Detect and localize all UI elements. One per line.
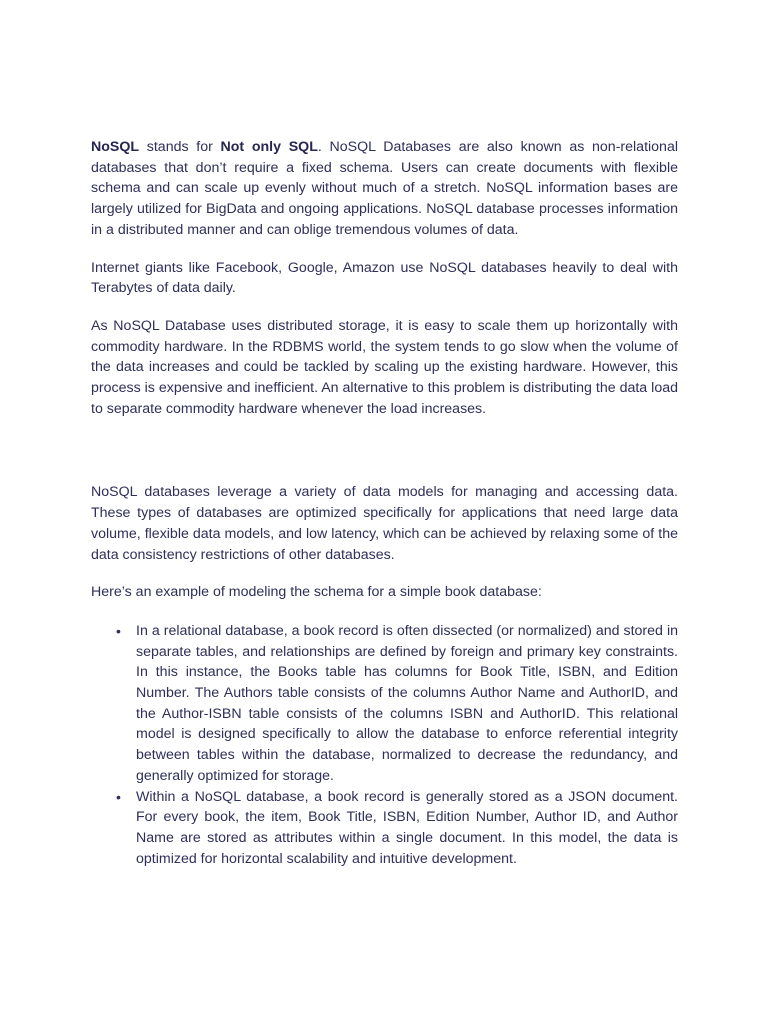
paragraph-example-intro: Here’s an example of modeling the schema for a simple book database: [91, 584, 542, 601]
list-item-text: In a relational database, a book record is often dissected (or normalized) and stored in separate tables, and relationships are defined by foreign and primary key constraints. In this instance, the Books table has columns for Book Title, ISBN, and Edition Number. The Authors table consists of the columns Author Name and AuthorID, and the Author-ISBN table consists of the columns ISBN and AuthorID. This relational model is designed specifically to allow the database to enforce referential integrity between tables within the database, normalized to decrease the redundancy, and generally optimized for storage. [136, 622, 678, 784]
list-item-text: Within a NoSQL database, a book record is generally stored as a JSON document. For every book, the item, Book Title, ISBN, Edition Number, Author ID, and Author Name are stored as attributes within a single document. In this model, the data is optimized for horizontal scalability and intuitive development. [136, 788, 678, 867]
intro-rest: . NoSQL Databases are also known as non-relational databases that don’t require a fixed schema. Users can create documents with flexible schema and can scale up evenly without much of a stretch. NoSQL information bases are largely utilized for BigData and ongoing applications. NoSQL database processes information in a distributed manner and can oblige tremendous volumes of data. [91, 139, 678, 238]
paragraph-internet-giants: Internet giants like Facebook, Google, Amazon use NoSQL databases heavily to deal with Terabytes of data daily. [91, 259, 678, 297]
list-item [116, 621, 678, 787]
paragraph-intro [91, 137, 678, 241]
bullet-list [91, 621, 678, 869]
term-expansion: Not only SQL [220, 139, 318, 155]
bullet-icon: • [116, 788, 121, 805]
intro-connector: stands for [139, 139, 221, 155]
document-page [91, 137, 678, 869]
term-nosql: NoSQL [91, 139, 140, 155]
list-item [116, 787, 678, 870]
paragraph-distributed-storage: As NoSQL Database uses distributed storage, it is easy to scale them up horizontally with commodity hardware. In the RDBMS world, the system tends to go slow when the volume of the data increases and could be tackled by scaling up the existing hardware. However, this process is expensive and inefficient. An alternative to this problem is distributing the data load to separate commodity hardware whenever the load increases. [91, 317, 678, 417]
bullet-icon: • [116, 622, 121, 639]
paragraph-data-models: NoSQL databases leverage a variety of data models for managing and accessing data. These types of databases are optimized specifically for applications that need large data volume, flexible data models, and low latency, which can be achieved by relaxing some of the data consistency restrictions of other databases. [91, 484, 678, 563]
